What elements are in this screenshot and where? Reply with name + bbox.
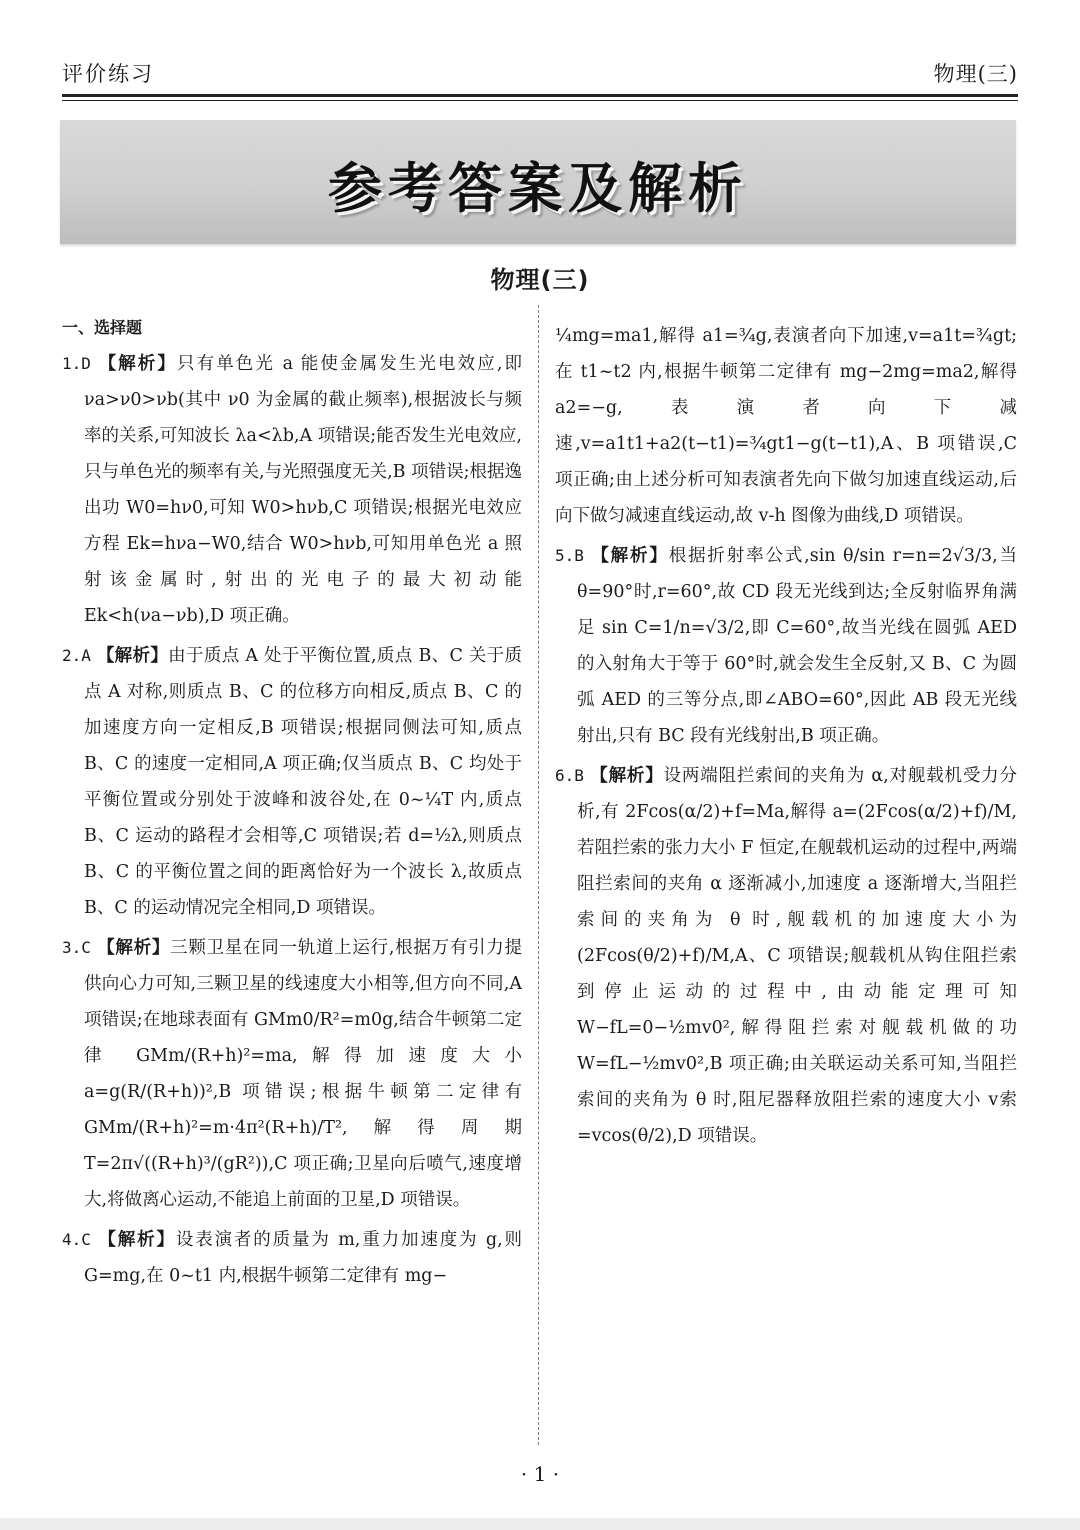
analysis-tag: 【解析】 (591, 546, 669, 566)
answer-number: 3.C (62, 938, 91, 957)
section-heading: 一、选择题 (62, 318, 143, 337)
answer-item (555, 538, 1017, 754)
analysis-tag: 【解析】 (98, 354, 177, 374)
answer-number: 5.B (555, 546, 584, 565)
analysis-text: 只有单色光 a 能使金属发生光电效应,即 νa>ν0>νb(其中 ν0 为金属的截止频率),根据波长与频率的关系,可知波长 λa<λb,A 项错误;能否发生光电效应,只与单色光的频率有关,与光照强度无关,B 项错误;根据逸出功 W0=hν0,可知 W0>hνb,C 项错误;根据光电效应方程 Ek=hνa−W0,结合 W0>hνb,可知用单色光 a 照射该金属时,射出的光电子的最大初动能 Ek<h(νa−νb),D 项正确。 (84, 354, 522, 626)
page-number: · 1 · (520, 1462, 560, 1486)
answer-item (555, 758, 1017, 1154)
left-column (62, 310, 522, 1298)
header-series-title: 评价练习 (62, 62, 154, 86)
continued-analysis-text: ¼mg=ma1,解得 a1=¾g,表演者向下加速,v=a1t=¾gt;在 t1~t2 内,根据牛顿第二定律有 mg−2mg=ma2,解得 a2=−g,表演者向下减速,v=a1t1+a2(t−t1)=¾gt1−g(t−t1),A、B 项错误,C 项正确;由上述分析可知表演者先向下做匀加速直线运动,后向下做匀减速直线运动,故 v-h 图像为曲线,D 项错误。 (555, 326, 1017, 526)
analysis-tag: 【解析】 (97, 938, 171, 958)
answer-number: 6.B (555, 766, 584, 785)
answer-number: 2.A (62, 646, 91, 665)
analysis-tag: 【解析】 (98, 1230, 176, 1250)
answer-number: 1.D (62, 354, 91, 373)
header-rule-thin (62, 100, 1018, 101)
answer-item (62, 1222, 522, 1294)
answer-item (62, 346, 522, 634)
analysis-tag: 【解析】 (96, 646, 169, 666)
header-subject: 物理(三) (933, 62, 1018, 86)
answer-item (62, 638, 522, 926)
analysis-text: 三颗卫星在同一轨道上运行,根据万有引力提供向心力可知,三颗卫星的线速度大小相等,但方向不同,A 项错误;在地球表面有 GMm0/R²=m0g,结合牛顿第二定律 GMm/(R+h)²=ma,解得加速度大小 a=g(R/(R+h))²,B 项错误;根据牛顿第二定律有 GMm/(R+h)²=m·4π²(R+h)/T²,解得周期 T=2π√((R+h)³/(gR²)),C 项正确;卫星向后喷气,速度增大,将做离心运动,不能追上前面的卫星,D 项错误。 (84, 938, 523, 1210)
subject-heading: 物理(三) (490, 266, 590, 294)
title-banner (60, 120, 1016, 244)
bottom-band (0, 1518, 1080, 1530)
analysis-text: 设两端阻拦索间的夹角为 α,对舰载机受力分析,有 2Fcos(α/2)+f=Ma,解得 a=(2Fcos(α/2)+f)/M,若阻拦索的张力大小 F 恒定,在舰载机运动的过程中,两端阻拦索间的夹角 α 逐渐减小,加速度 a 逐渐增大,当阻拦索间的夹角为 θ 时,舰载机的加速度大小为 (2Fcos(θ/2)+f)/M,A、C 项错误;舰载机从钩住阻拦索到停止运动的过程中,由动能定理可知 W−fL=0−½mv0²,解得阻拦索对舰载机做的功 W=fL−½mv0²,B 项正确;由关联运动关系可知,当阻拦索间的夹角为 θ 时,阻尼器释放阻拦索的速度大小 v索=vcos(θ/2),D 项错误。 (577, 766, 1017, 1146)
column-divider (538, 305, 539, 1445)
header-rule-thick (62, 94, 1018, 97)
analysis-text: 根据折射率公式,sin θ/sin r=n=2√3/3,当 θ=90°时,r=60°,故 CD 段无光线到达;全反射临界角满足 sin C=1/n=√3/2,即 C=60°,故当光线在圆弧 AED 的入射角大于等于 60°时,就会发生全反射,又 B、C 为圆弧 AED 的三等分点,即∠ABO=60°,因此 AB 段无光线射出,只有 BC 段有光线射出,B 项正确。 (577, 546, 1018, 746)
right-column (555, 318, 1017, 1158)
page-header (62, 58, 1018, 92)
analysis-tag: 【解析】 (590, 766, 664, 786)
banner-title: 参考答案及解析 (328, 157, 748, 220)
answer-item (62, 930, 522, 1218)
analysis-text: 设表演者的质量为 m,重力加速度为 g,则 G=mg,在 0~t1 内,根据牛顿第二定律有 mg− (84, 1230, 523, 1286)
answer-number: 4.C (62, 1230, 91, 1249)
analysis-text: 由于质点 A 处于平衡位置,质点 B、C 关于质点 A 对称,则质点 B、C 的位移方向相反,质点 B、C 的加速度方向一定相反,B 项错误;根据同侧法可知,质点 B、C 的速度一定相同,A 项正确;仅当质点 B、C 均处于平衡位置或分别处于波峰和波谷处,在 0~¼T 内,质点 B、C 运动的路程才会相等,C 项错误;若 d=½λ,则质点 B、C 的平衡位置之间的距离恰好为一个波长 λ,故质点 B、C 的运动情况完全相同,D 项错误。 (84, 646, 522, 918)
